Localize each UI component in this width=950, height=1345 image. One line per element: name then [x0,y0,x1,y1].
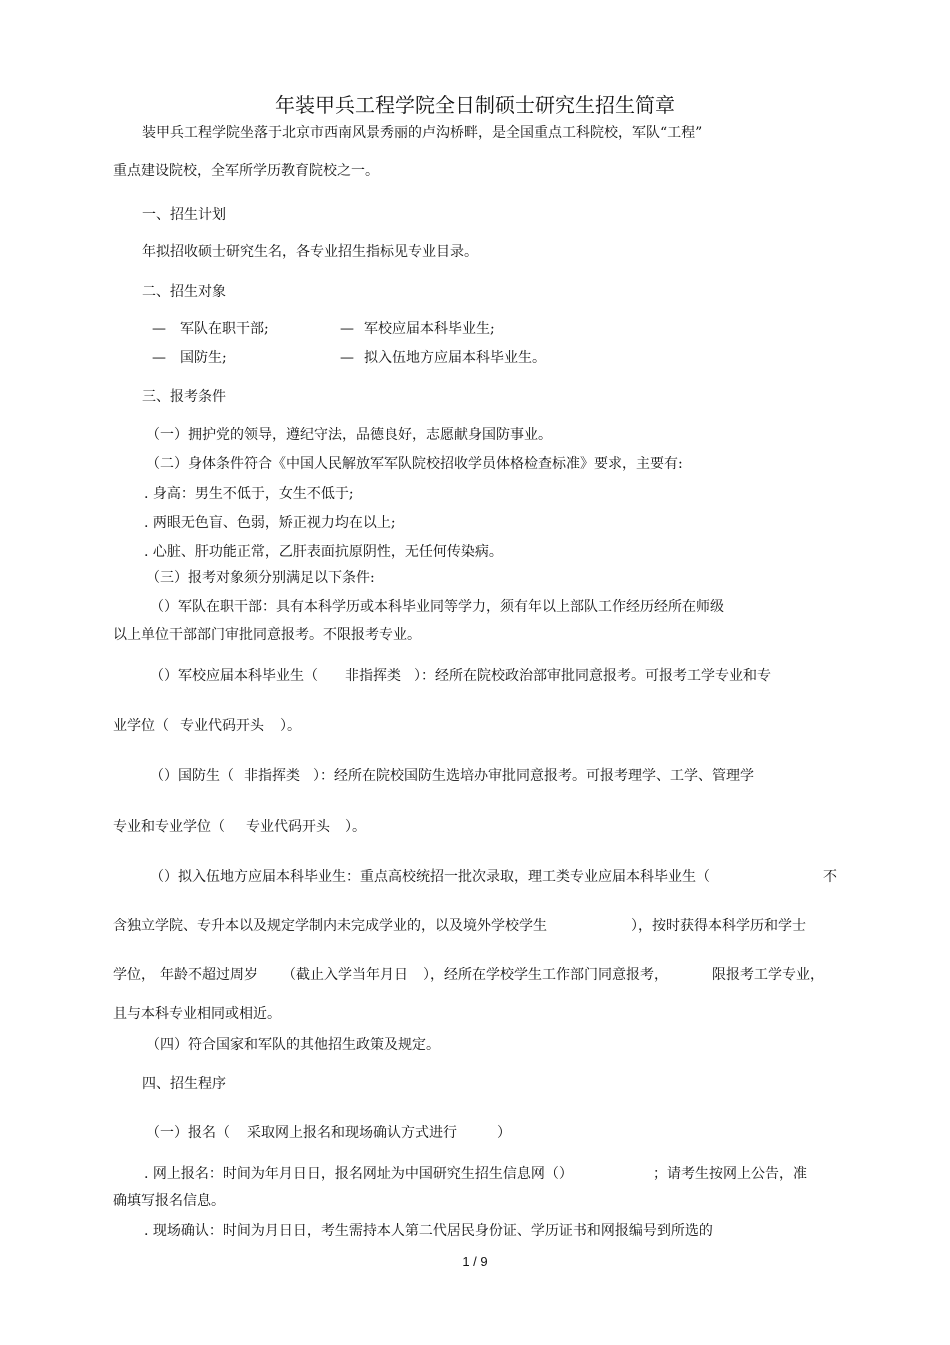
section-heading-conditions: 三、报考条件 [142,389,226,405]
defense-students-req-1c: ）：经所在院校国防生选培办审批同意报考。可报考理学、工学、管理学 [313,768,754,784]
civilian-graduates-req-3d: ），经所在学校学生工作部门同意报考， [423,967,668,983]
target-dash: — [340,321,354,337]
intro-line-2: 重点建设院校，全军所学历教育院校之一。 [113,163,379,179]
civilian-graduates-req-4: 且与本科专业相同或相近。 [113,1006,281,1022]
intro-line-1: 装甲兵工程学院坐落于北京市西南风景秀丽的卢沟桥畔，是全国重点工科院校，军队“工程” [142,125,703,141]
online-registration-line-1a: . 网上报名：时间为年月日日，报名网址为中国研究生招生信息网（） [144,1166,573,1182]
defense-students-req-1a: （）国防生（ [150,768,234,784]
registration-heading-a: （一）报名（ [146,1125,230,1141]
condition-4: （四）符合国家和军队的其他招生政策及规定。 [146,1037,440,1053]
physical-height: . 身高：男生不低于，女生不低于; [144,486,354,502]
condition-1: （一）拥护党的领导，遵纪守法，品德良好，志愿献身国防事业。 [146,427,552,443]
target-dash: — [152,321,166,337]
civilian-graduates-req-1b: 不 [823,869,837,885]
civilian-graduates-req-3e: 限报考工学专业， [712,967,824,983]
civilian-graduates-req-2a: 含独立学院、专升本以及规定学制内未完成学业的，以及境外学校学生 [113,918,547,934]
section-heading-targets: 二、招生对象 [142,284,226,300]
military-graduates-req-1b: 非指挥类 [345,668,401,684]
civilian-graduates-req-1a: （）拟入伍地方应届本科毕业生：重点高校统招一批次录取，理工类专业应届本科毕业生（ [150,869,710,885]
target-item-civilian-graduates: 拟入伍地方应届本科毕业生。 [364,350,546,366]
military-graduates-req-1c: ）：经所在院校政治部审批同意报考。可报考工学专业和专 [414,668,771,684]
page-number: 1 / 9 [462,1254,488,1269]
defense-students-req-1b: 非指挥类 [244,768,300,784]
plan-text: 年拟招收硕士研究生名，各专业招生指标见专业目录。 [142,244,478,260]
registration-heading-b: 采取网上报名和现场确认方式进行 [247,1125,457,1141]
civilian-graduates-req-2b: ），按时获得本科学历和学士 [631,918,806,934]
condition-2: （二）身体条件符合《中国人民解放军军队院校招收学员体格检查标准》要求，主要有: [146,456,683,472]
target-dash: — [152,350,166,366]
civilian-graduates-req-3c: （截止入学当年月日 [282,967,408,983]
target-dash: — [340,350,354,366]
target-item-defense-students: 国防生; [180,350,227,366]
online-registration-line-2: 确填写报名信息。 [113,1193,225,1209]
defense-students-req-2b: 专业代码开头 [246,819,330,835]
physical-vision: . 两眼无色盲、色弱，矫正视力均在以上; [144,515,396,531]
military-graduates-req-2b: 专业代码开头 [180,718,264,734]
page-title: 年装甲兵工程学院全日制硕士研究生招生简章 [275,93,675,117]
military-graduates-req-2c: ）。 [280,718,301,734]
defense-students-req-2a: 专业和专业学位（ [113,819,225,835]
section-heading-procedure: 四、招生程序 [142,1076,226,1092]
target-item-active-officers: 军队在职干部; [180,321,269,337]
registration-heading-c: ） [497,1125,511,1141]
onsite-confirmation-line: . 现场确认：时间为月日日，考生需持本人第二代居民身份证、学历证书和网报编号到所选的 [144,1223,713,1239]
physical-health: . 心脏、肝功能正常，乙肝表面抗原阴性，无任何传染病。 [144,544,503,560]
officers-requirement-line-1: （）军队在职干部：具有本科学历或本科毕业同等学力，须有年以上部队工作经历经所在师级 [150,599,724,615]
condition-3: （三）报考对象须分别满足以下条件: [146,570,375,586]
civilian-graduates-req-3a: 学位， [113,967,155,983]
section-heading-plan: 一、招生计划 [142,207,226,223]
civilian-graduates-req-3b: 年龄不超过周岁 [160,967,258,983]
military-graduates-req-2a: 业学位（ [113,718,169,734]
online-registration-line-1b: ；请考生按网上公告，准 [653,1166,807,1182]
military-graduates-req-1a: （）军校应届本科毕业生（ [150,668,318,684]
target-item-military-graduates: 军校应届本科毕业生; [364,321,495,337]
officers-requirement-line-2: 以上单位干部部门审批同意报考。不限报考专业。 [113,627,421,643]
defense-students-req-2c: ）。 [345,819,366,835]
